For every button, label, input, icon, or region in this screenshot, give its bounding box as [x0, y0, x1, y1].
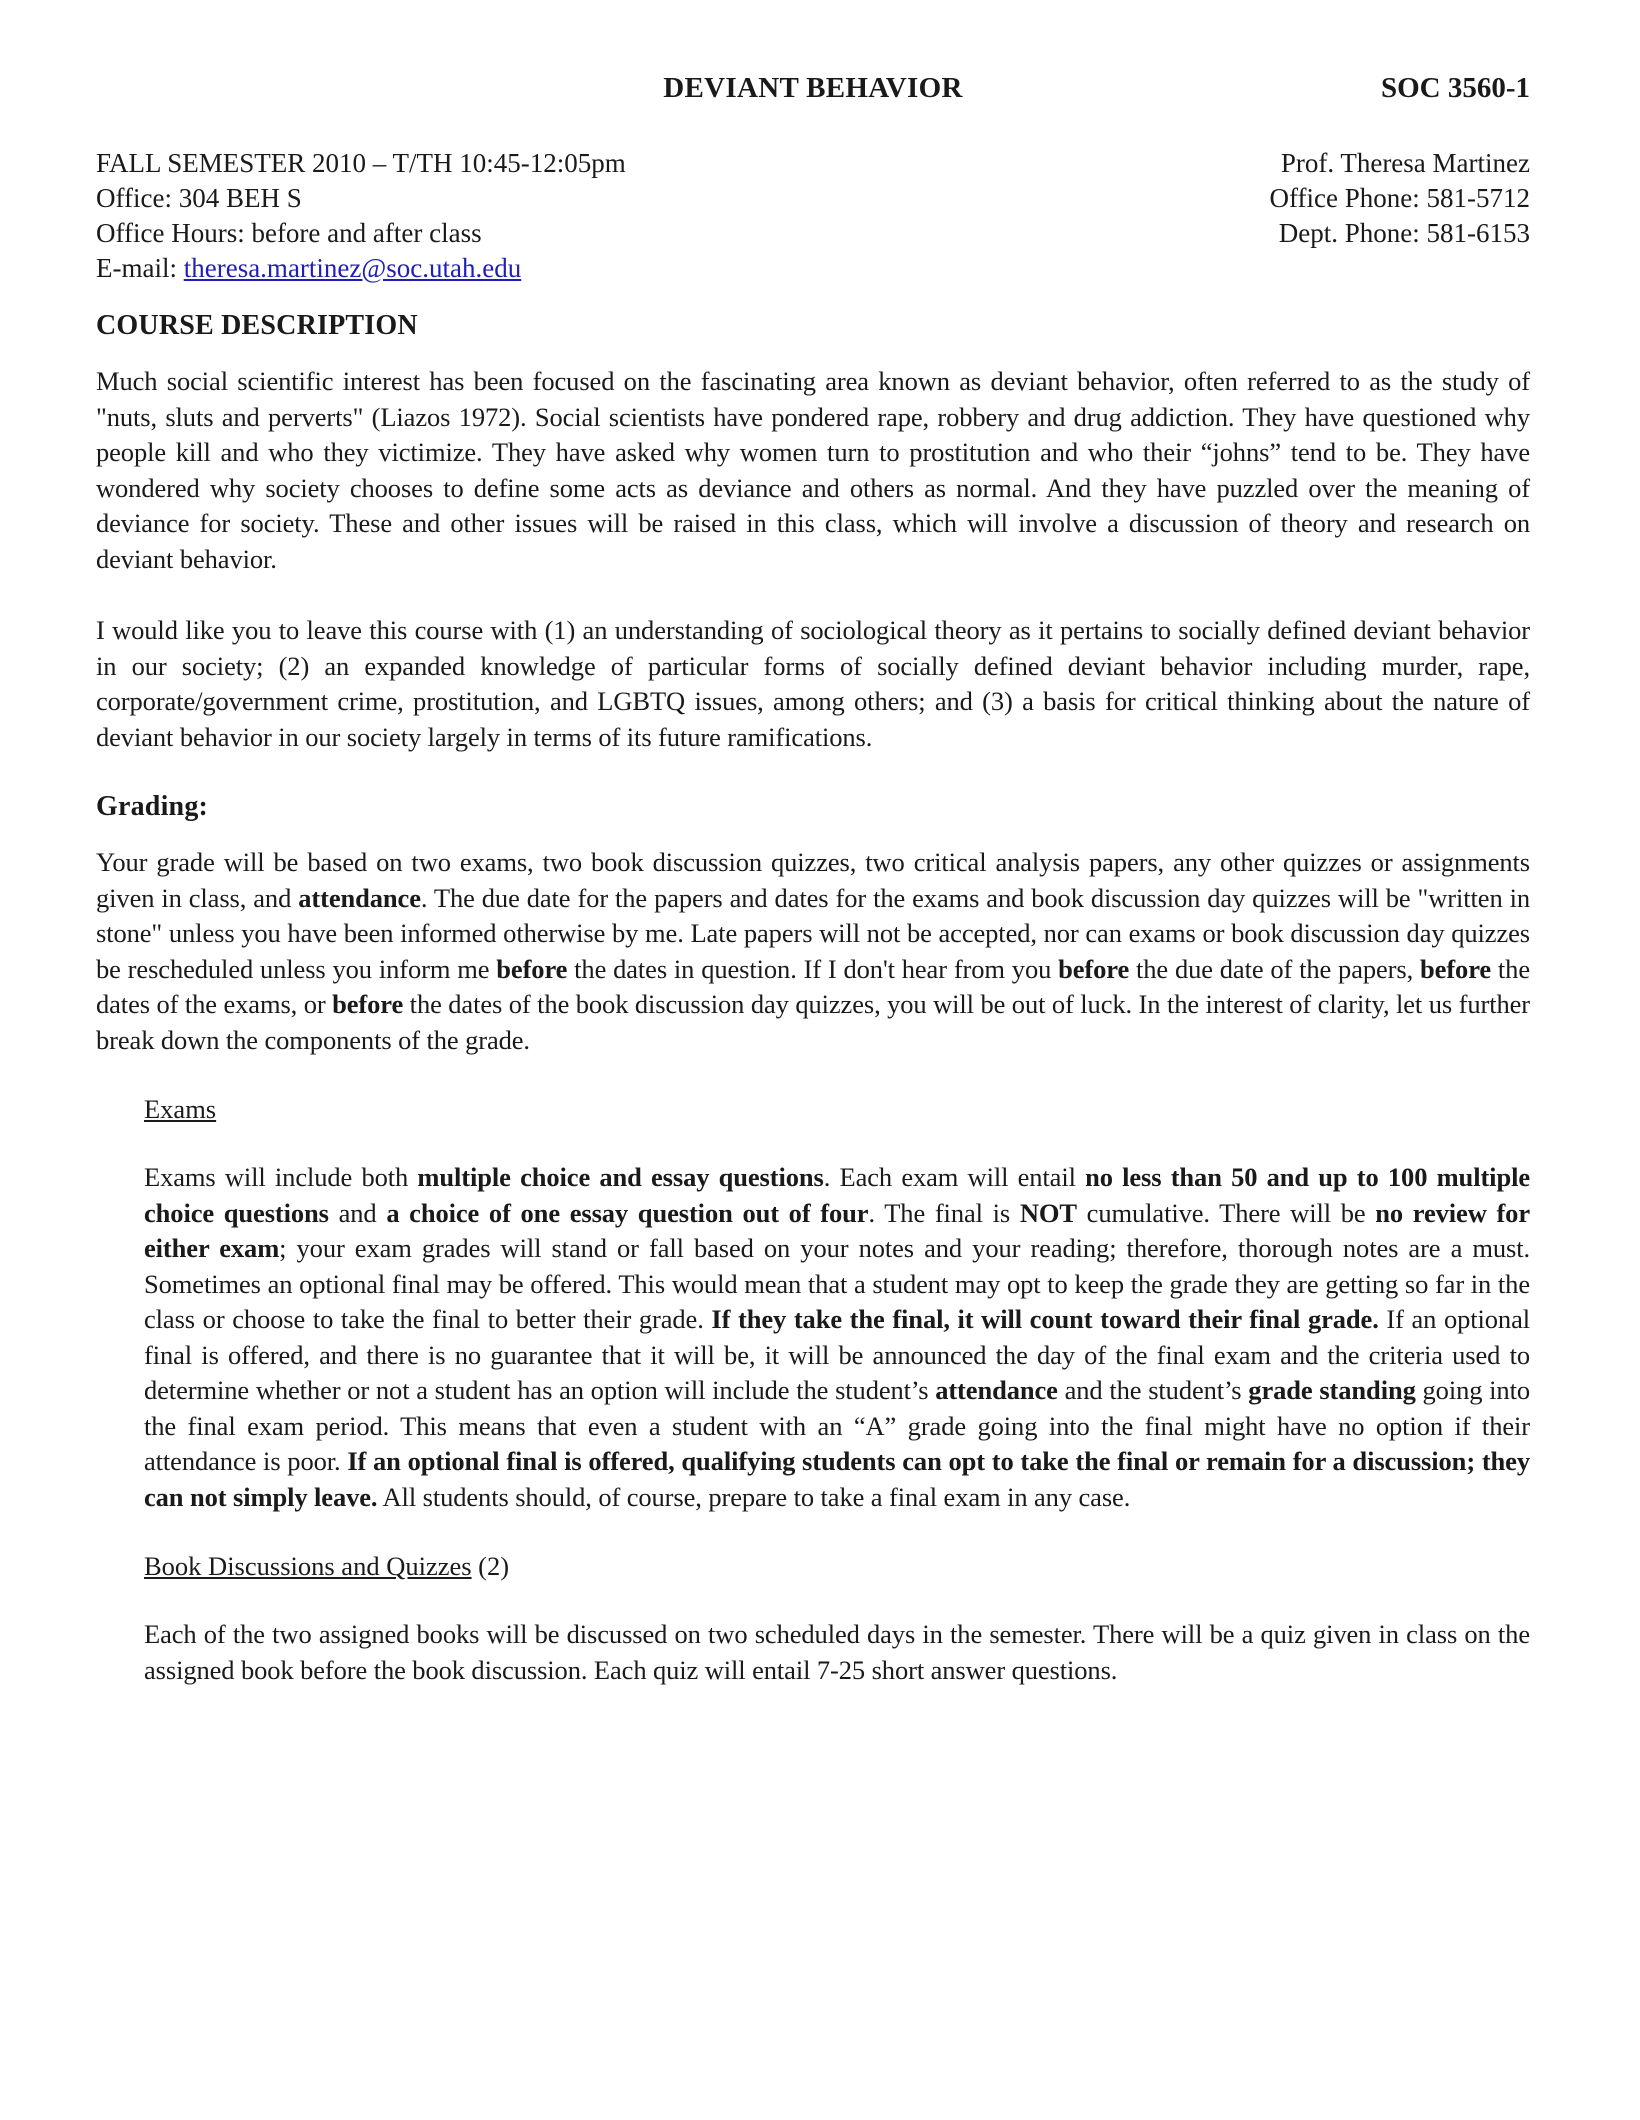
- exams-bold: NOT: [1019, 1197, 1077, 1228]
- course-code: SOC 3560-1: [1380, 72, 1530, 104]
- exams-heading-text: Exams: [144, 1094, 217, 1124]
- exams-text: and: [328, 1197, 387, 1228]
- grading-heading: Grading:: [96, 791, 209, 822]
- grading-text: Your grade will be based on two exams, two book discussion quizzes, two critical analysis papers, any other quizzes or assignments given in class, and: [96, 847, 1530, 913]
- book-discussions-section: [144, 1551, 1530, 1688]
- book-discussions-heading: [144, 1551, 1530, 1582]
- grading-bold-before: before: [332, 989, 404, 1019]
- grading-text: the dates of the exams, or: [96, 953, 1530, 1019]
- exams-bold: If an optional final is offered, qualifying students can opt to take the final or remain for a discussion; they can not simply leave.: [144, 1446, 1530, 1512]
- exams-bold: no review for either exam: [144, 1197, 1530, 1263]
- exams-heading: [144, 1094, 1530, 1125]
- office-phone: Office Phone: 581-5712: [1269, 183, 1530, 213]
- semester-schedule: FALL SEMESTER 2010 – T/TH 10:45-12:05pm: [96, 148, 626, 178]
- course-description-paragraph-1: Much social scientific interest has been focused on the fascinating area known as deviant behavior, often referred to as the study of "nuts, sluts and perverts" (Liazos 1972). Social scientists have pondered rape, robbery and drug addiction. They have questioned why people kill and who they victimize. They have asked why women turn to prostitution and who their “johns” tend to be. They have wondered why society chooses to define some acts as deviance and others as normal. And they have puzzled over the meaning of deviance for society. These and other issues will be raised in this class, which will involve a discussion of theory and research on deviant behavior.: [96, 366, 1530, 574]
- grading-bold-attendance: attendance: [298, 882, 421, 913]
- title-row: [96, 72, 1530, 112]
- book-discussions-heading-text: Book Discussions and Quizzes: [144, 1551, 472, 1581]
- course-description-heading: COURSE DESCRIPTION: [96, 310, 418, 341]
- email-line: [96, 251, 626, 286]
- syllabus-content: [96, 310, 1530, 1724]
- exams-bold: attendance: [935, 1375, 1058, 1405]
- email-label: E-mail:: [96, 253, 184, 283]
- office-location: Office: 304 BEH S: [96, 183, 302, 213]
- exams-text: and the student’s: [1057, 1375, 1249, 1405]
- exams-text: All students should, of course, prepare to take a final exam in any case.: [377, 1481, 1131, 1512]
- exams-text: Exams will include both: [144, 1162, 418, 1192]
- office-hours: Office Hours: before and after class: [96, 218, 482, 248]
- course-info-right: [1270, 146, 1530, 251]
- exams-section: [144, 1094, 1530, 1515]
- grading-bold-before: before: [1058, 953, 1130, 984]
- dept-phone: Dept. Phone: 581-6153: [1278, 218, 1530, 248]
- grading-paragraph: [96, 845, 1530, 1058]
- exams-bold: If they take the final, it will count toward their final grade.: [711, 1304, 1379, 1334]
- exams-text: going into the final exam period. This means that even a student with an “A” grade going into the final might have no option if their attendance is poor.: [144, 1375, 1530, 1476]
- exams-text: If an optional final is offered, and there is no guarantee that it will be, it will be announced the day of the final exam and the criteria used to determine whether or not a student has an option will include the student’s: [144, 1304, 1530, 1405]
- course-info-left: [96, 146, 626, 286]
- grading-text: the due date of the papers,: [1129, 953, 1421, 984]
- book-discussions-count: (2): [471, 1551, 510, 1581]
- exams-bold: no less than 50 and up to 100 multiple choice questions: [144, 1162, 1531, 1228]
- exams-text: ; your exam grades will stand or fall based on your notes and your reading; therefore, thorough notes are a must. Sometimes an optional final may be offered. This would mean that a student may opt to keep the grade they are getting so far in the class or choose to take the final to better their grade.: [144, 1233, 1530, 1334]
- grading-bold-before: before: [1420, 953, 1492, 984]
- exams-text: cumulative. There will be: [1076, 1197, 1376, 1228]
- professor-name: Prof. Theresa Martinez: [1280, 148, 1530, 178]
- grading-bold-before: before: [496, 953, 568, 984]
- exams-paragraph: [144, 1160, 1530, 1515]
- document-title: DEVIANT BEHAVIOR: [663, 72, 963, 104]
- grading-text: . The due date for the papers and dates for the exams and book discussion day quizzes will be "written in stone" unless you have been informed otherwise by me. Late papers will not be accepted, nor can exams or book discussion day quizzes be rescheduled unless you inform me: [96, 882, 1530, 984]
- grading-text: the dates of the book discussion day quizzes, you will be out of luck. In the interest of clarity, let us further break down the components of the grade.: [96, 989, 1530, 1055]
- course-description-paragraph-2: I would like you to leave this course with (1) an understanding of sociological theory as it pertains to socially defined deviant behavior in our society; (2) an expanded knowledge of particular forms of socially defined deviant behavior including murder, rape, corporate/government crime, prostitution, and LGBTQ issues, among others; and (3) a basis for critical thinking about the nature of deviant behavior in our society largely in terms of its future ramifications.: [96, 615, 1530, 752]
- exams-bold: a choice of one essay question out of four: [386, 1197, 869, 1228]
- book-discussions-paragraph: Each of the two assigned books will be discussed on two scheduled days in the semester. There will be a quiz given in class on the assigned book before the book discussion. Each quiz will entail 7-25 short answer questions.: [144, 1619, 1530, 1685]
- exams-text: . The final is: [868, 1197, 1020, 1228]
- exams-bold: grade standing: [1248, 1375, 1416, 1405]
- email-link[interactable]: theresa.martinez@soc.utah.edu: [183, 253, 522, 283]
- exams-bold: multiple choice and essay questions: [417, 1162, 824, 1192]
- grading-text: the dates in question. If I don't hear from you: [567, 953, 1059, 984]
- exams-text: . Each exam will entail: [823, 1162, 1086, 1192]
